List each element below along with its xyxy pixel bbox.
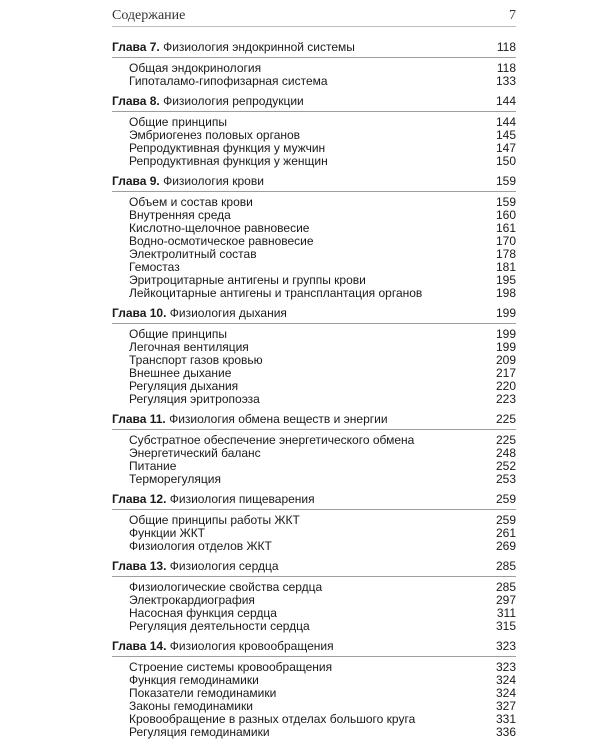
toc-entry-page-number: 133 <box>495 74 516 88</box>
toc-entry-title: Эритроцитарные антигены и группы крови <box>129 273 366 287</box>
chapter-title: Физиология дыхания <box>169 306 287 320</box>
toc-entry-page-number: 195 <box>495 273 516 287</box>
toc-entry-title: Функция гемодинамики <box>129 673 259 687</box>
toc-entry[interactable] <box>112 620 516 633</box>
chapter-label <box>112 639 334 653</box>
chapter-number: Глава 8. <box>112 94 160 108</box>
chapter-page-number: 259 <box>495 492 516 506</box>
toc-entry-title: Репродуктивная функция у женщин <box>129 154 328 168</box>
table-of-contents <box>112 40 516 740</box>
page-number: 7 <box>509 8 516 23</box>
toc-entry-page-number: 223 <box>495 392 516 406</box>
toc-entry-title: Терморегуляция <box>129 472 221 486</box>
chapter-title: Физиология репродукции <box>163 94 304 108</box>
toc-entry-title: Энергетический баланс <box>129 446 261 460</box>
toc-entry-page-number: 225 <box>495 433 516 447</box>
toc-entry-page-number: 252 <box>495 459 516 473</box>
chapter-label <box>112 40 355 54</box>
toc-entry-page-number: 331 <box>495 712 516 726</box>
toc-entry-page-number: 118 <box>496 61 516 75</box>
chapter-number: Глава 10. <box>112 306 167 320</box>
toc-entry-page-number: 209 <box>495 353 516 367</box>
chapter-title: Физиология пищеварения <box>169 492 315 506</box>
toc-entry-title: Общая эндокринология <box>129 61 262 75</box>
toc-entry-page-number: 181 <box>495 260 516 274</box>
chapter-label <box>112 492 315 506</box>
chapter-row[interactable] <box>112 94 516 108</box>
toc-entry-page-number: 323 <box>495 660 516 674</box>
toc-entry-page-number: 159 <box>495 195 516 209</box>
chapter-divider <box>112 323 516 324</box>
chapter-divider <box>112 111 516 112</box>
chapter-block <box>112 40 516 94</box>
toc-entry-page-number: 144 <box>495 115 516 129</box>
chapter-label <box>112 306 287 320</box>
toc-entry-title: Объем и состав крови <box>129 195 253 209</box>
toc-entry-page-number: 311 <box>496 606 516 620</box>
chapter-title: Физиология крови <box>163 174 264 188</box>
toc-entry-title: Физиология отделов ЖКТ <box>129 539 272 553</box>
toc-entry-page-number: 269 <box>495 539 516 553</box>
running-header <box>112 8 516 24</box>
toc-entry-title: Электролитный состав <box>129 247 257 261</box>
chapter-block <box>112 412 516 492</box>
toc-entry-title: Гемостаз <box>129 260 180 274</box>
toc-entry-title: Регуляция деятельности сердца <box>129 619 310 633</box>
toc-entry-page-number: 259 <box>495 513 516 527</box>
toc-entry-title: Питание <box>129 459 177 473</box>
chapter-row[interactable] <box>112 492 516 506</box>
chapter-row[interactable] <box>112 559 516 573</box>
chapter-divider <box>112 191 516 192</box>
chapter-row[interactable] <box>112 639 516 653</box>
toc-entry-title: Лейкоцитарные антигены и трансплантация органов <box>129 286 423 300</box>
toc-entry-page-number: 198 <box>495 286 516 300</box>
toc-entry-title: Показатели гемодинамики <box>129 686 277 700</box>
toc-entry-title: Субстратное обеспечение энергетического обмена <box>129 433 415 447</box>
chapter-page-number: 225 <box>495 412 516 426</box>
chapter-row[interactable] <box>112 306 516 320</box>
chapter-label <box>112 94 304 108</box>
chapter-divider <box>112 429 516 430</box>
toc-entry-title: Общие принципы <box>129 327 227 341</box>
toc-entry-page-number: 220 <box>495 379 516 393</box>
toc-entry-page-number: 285 <box>495 580 516 594</box>
toc-entry-title: Электрокардиография <box>129 593 255 607</box>
chapter-label <box>112 559 279 573</box>
chapter-block <box>112 306 516 412</box>
toc-entry-title: Регуляция гемодинамики <box>129 725 270 739</box>
toc-entry-page-number: 178 <box>495 247 516 261</box>
chapter-row[interactable] <box>112 412 516 426</box>
toc-entry-title: Физиологические свойства сердца <box>129 580 323 594</box>
chapter-title: Физиология кровообращения <box>169 639 334 653</box>
toc-entry[interactable] <box>112 473 516 486</box>
toc-entry-title: Внутренняя среда <box>129 208 231 222</box>
chapter-divider <box>112 656 516 657</box>
toc-entry-title: Общие принципы <box>129 115 227 129</box>
toc-entry[interactable] <box>112 726 516 739</box>
toc-entry[interactable] <box>112 287 516 300</box>
chapter-block <box>112 492 516 559</box>
toc-entry-page-number: 150 <box>495 154 516 168</box>
toc-entry-page-number: 315 <box>495 619 516 633</box>
toc-entry-title: Эмбриогенез половых органов <box>129 128 301 142</box>
toc-entry[interactable] <box>112 540 516 553</box>
toc-entry-title: Законы гемодинамики <box>129 699 253 713</box>
chapter-number: Глава 13. <box>112 559 167 573</box>
toc-entry-page-number: 261 <box>495 526 516 540</box>
toc-entry-page-number: 161 <box>495 221 516 235</box>
chapter-page-number: 199 <box>495 306 516 320</box>
chapter-row[interactable] <box>112 40 516 54</box>
toc-entry-page-number: 199 <box>495 327 516 341</box>
chapter-page-number: 144 <box>495 94 516 108</box>
running-header-title: Содержание <box>112 8 186 23</box>
toc-entry-title: Легочная вентиляция <box>129 340 249 354</box>
toc-entry-title: Транспорт газов кровью <box>129 353 263 367</box>
chapter-block <box>112 559 516 639</box>
chapter-label <box>112 174 264 188</box>
chapter-block <box>112 174 516 306</box>
toc-entry-page-number: 336 <box>495 725 516 739</box>
toc-entry-page-number: 170 <box>495 234 516 248</box>
toc-entry-page-number: 199 <box>495 340 516 354</box>
toc-entry-title: Гипоталамо-гипофизарная система <box>129 74 328 88</box>
chapter-number: Глава 9. <box>112 174 160 188</box>
toc-entry-page-number: 324 <box>495 686 516 700</box>
toc-entry-title: Водно-осмотическое равновесие <box>129 234 314 248</box>
chapter-number: Глава 14. <box>112 639 167 653</box>
toc-entry[interactable] <box>112 75 516 88</box>
chapter-title: Физиология сердца <box>169 559 279 573</box>
chapter-divider <box>112 57 516 58</box>
chapter-title: Физиология эндокринной системы <box>163 40 355 54</box>
toc-entry-title: Кислотно-щелочное равновесие <box>129 221 310 235</box>
toc-entry-title: Регуляция дыхания <box>129 379 239 393</box>
chapter-divider <box>112 576 516 577</box>
chapter-label <box>112 412 388 426</box>
header-rule <box>112 26 516 27</box>
toc-entry-title: Регуляция эритропоэза <box>129 392 260 406</box>
chapter-number: Глава 11. <box>112 412 166 426</box>
toc-entry[interactable] <box>112 155 516 168</box>
chapter-row[interactable] <box>112 174 516 188</box>
toc-entry-title: Насосная функция сердца <box>129 606 277 620</box>
chapter-divider <box>112 509 516 510</box>
chapter-page-number: 118 <box>496 40 516 54</box>
chapter-number: Глава 12. <box>112 492 167 506</box>
toc-entry-title: Функции ЖКТ <box>129 526 206 540</box>
toc-entry-title: Общие принципы работы ЖКТ <box>129 513 300 527</box>
toc-entry-page-number: 324 <box>495 673 516 687</box>
toc-entry-page-number: 248 <box>495 446 516 460</box>
toc-entry[interactable] <box>112 393 516 406</box>
chapter-number: Глава 7. <box>112 40 160 54</box>
toc-entry-title: Кровообращение в разных отделах большого круга <box>129 712 416 726</box>
chapter-title: Физиология обмена веществ и энергии <box>169 412 388 426</box>
toc-entry-title: Строение системы кровообращения <box>129 660 333 674</box>
toc-entry-page-number: 147 <box>495 141 516 155</box>
toc-entry-page-number: 145 <box>495 128 516 142</box>
chapter-page-number: 285 <box>495 559 516 573</box>
toc-entry-page-number: 217 <box>495 366 516 380</box>
chapter-block <box>112 639 516 739</box>
chapter-page-number: 323 <box>495 639 516 653</box>
toc-entry-page-number: 327 <box>495 699 516 713</box>
chapter-page-number: 159 <box>495 174 516 188</box>
toc-entry-title: Репродуктивная функция у мужчин <box>129 141 326 155</box>
toc-entry-page-number: 253 <box>495 472 516 486</box>
toc-entry-title: Внешнее дыхание <box>129 366 232 380</box>
toc-entry-page-number: 160 <box>495 208 516 222</box>
chapter-block <box>112 94 516 174</box>
toc-entry-page-number: 297 <box>495 593 516 607</box>
